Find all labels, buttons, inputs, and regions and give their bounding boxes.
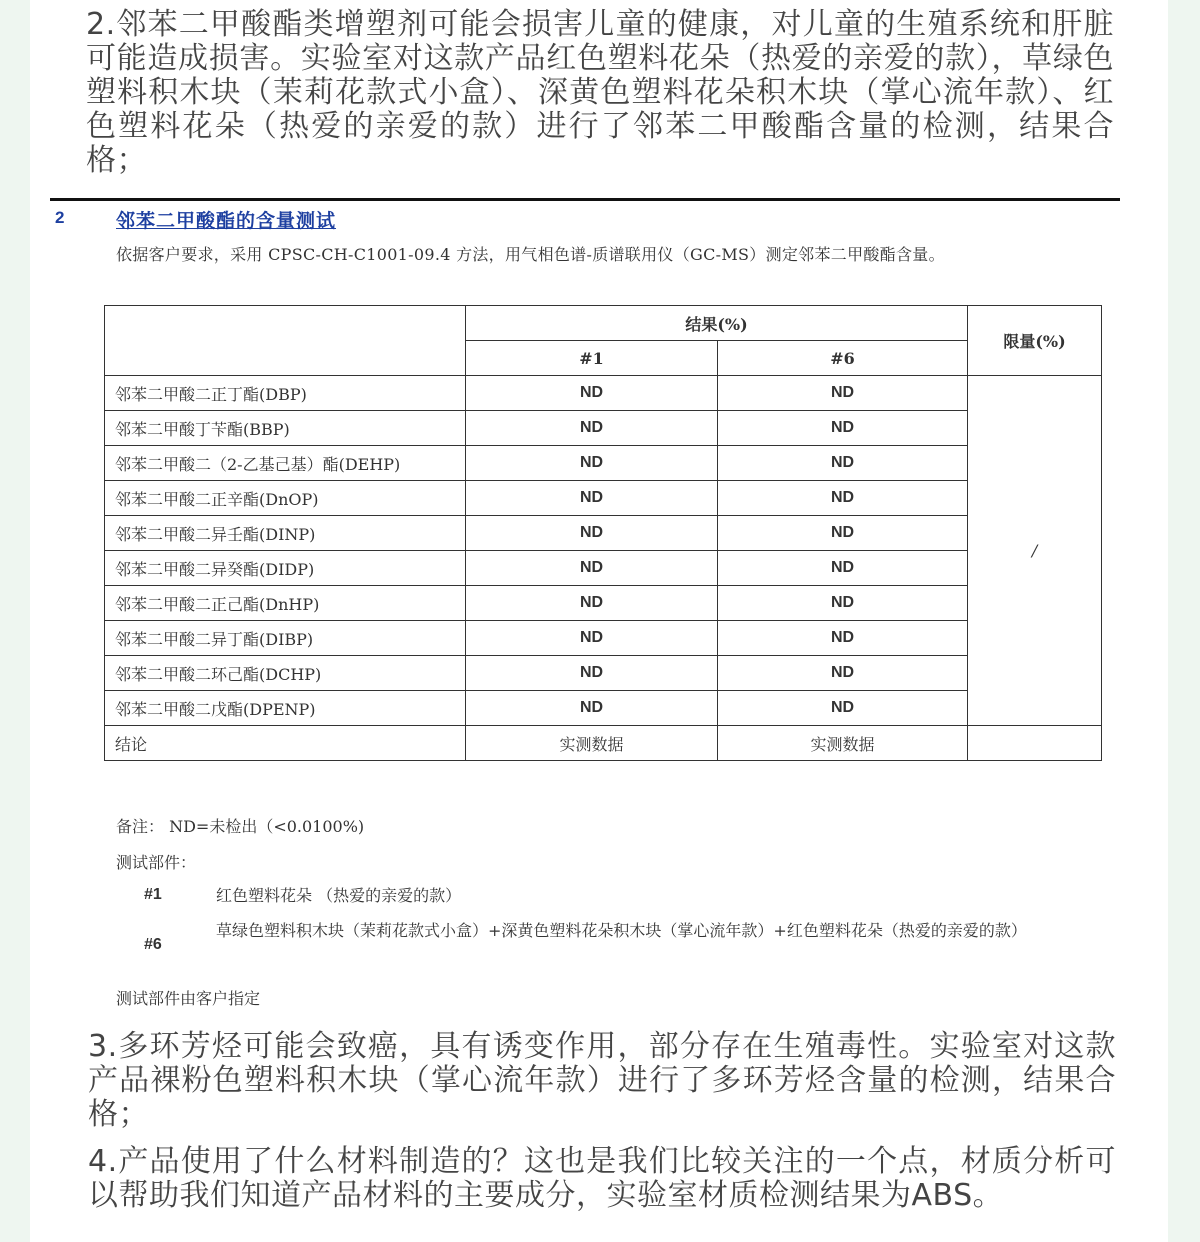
table-header-row [105, 306, 1102, 341]
table-row [105, 691, 1102, 726]
substance-name: 邻苯二甲酸二环己酯(DCHP) [105, 656, 466, 691]
result-sample-6: ND [718, 656, 968, 691]
paragraph-phthalate-intro: 2.邻苯二甲酸酯类增塑剂可能会损害儿童的健康，对儿童的生殖系统和肝脏可能造成损害。实验室对这款产品红色塑料花朵（热爱的亲爱的款），草绿色塑料积木块（茉莉花款式小盒）、深黄色塑料花朵积木块（掌心流年款）、红色塑料花朵（热爱的亲爱的款）进行了邻苯二甲酸酯含量的检测，结果合格； [86, 7, 1114, 178]
result-sample-1: ND [466, 586, 718, 621]
part-1-description: 红色塑料花朵 （热爱的亲爱的款） [216, 886, 462, 905]
result-sample-6: ND [718, 446, 968, 481]
substance-name: 邻苯二甲酸二异癸酯(DIDP) [105, 551, 466, 586]
result-sample-6: ND [718, 481, 968, 516]
result-sample-1: ND [466, 446, 718, 481]
page [30, 0, 1168, 1242]
part-6-tag: #6 [144, 936, 162, 953]
result-sample-1: ND [466, 691, 718, 726]
conclusion-sample-1: 实测数据 [466, 726, 718, 761]
report-top-rule [50, 198, 1120, 201]
test-report-excerpt [50, 198, 1120, 1018]
substance-name: 邻苯二甲酸二正丁酯(DBP) [105, 376, 466, 411]
limit-value: / [968, 376, 1102, 726]
substance-name: 邻苯二甲酸二正己酯(DnHP) [105, 586, 466, 621]
table-row [105, 586, 1102, 621]
substance-name: 邻苯二甲酸二正辛酯(DnOP) [105, 481, 466, 516]
table-row [105, 446, 1102, 481]
result-sample-1: ND [466, 516, 718, 551]
substance-name: 邻苯二甲酸二异丁酯(DIBP) [105, 621, 466, 656]
table-row [105, 516, 1102, 551]
result-sample-1: ND [466, 481, 718, 516]
result-sample-1: ND [466, 656, 718, 691]
result-sample-6: ND [718, 586, 968, 621]
result-sample-6: ND [718, 376, 968, 411]
section-title: 邻苯二甲酸酯的含量测试 [116, 210, 337, 232]
results-table [104, 305, 1102, 761]
result-sample-6: ND [718, 411, 968, 446]
conclusion-limit-empty [968, 726, 1102, 761]
conclusion-row [105, 726, 1102, 761]
table-row [105, 481, 1102, 516]
result-sample-6: ND [718, 516, 968, 551]
parts-specified-note: 测试部件由客户指定 [116, 989, 261, 1008]
header-limit: 限量(%) [968, 306, 1102, 376]
table-row [105, 621, 1102, 656]
conclusion-label: 结论 [105, 726, 466, 761]
result-sample-1: ND [466, 551, 718, 586]
paragraph-pah: 3.多环芳烃可能会致癌，具有诱变作用，部分存在生殖毒性。实验室对这款产品裸粉色塑料积木块（掌心流年款）进行了多环芳烃含量的检测，结果合格； [88, 1029, 1116, 1132]
table-row [105, 656, 1102, 691]
header-sample-6: #6 [718, 341, 968, 376]
result-sample-1: ND [466, 376, 718, 411]
table-row [105, 411, 1102, 446]
substance-name: 邻苯二甲酸二（2-乙基己基）酯(DEHP) [105, 446, 466, 481]
part-6-description: 草绿色塑料积木块（茉莉花款式小盒）+深黄色塑料花朵积木块（掌心流年款）+红色塑料花朵（热爱的亲爱的款） [216, 921, 1027, 940]
result-sample-6: ND [718, 691, 968, 726]
header-sample-1: #1 [466, 341, 718, 376]
substance-name: 邻苯二甲酸二戊酯(DPENP) [105, 691, 466, 726]
table-row [105, 376, 1102, 411]
part-1-tag: #1 [144, 886, 162, 903]
result-sample-6: ND [718, 621, 968, 656]
result-sample-1: ND [466, 411, 718, 446]
section-number: 2 [55, 208, 65, 227]
result-sample-1: ND [466, 621, 718, 656]
test-parts-label: 测试部件： [116, 853, 197, 872]
method-description: 依据客户要求，采用 CPSC-CH-C1001-09.4 方法，用气相色谱-质谱联用仪（GC-MS）测定邻苯二甲酸酯含量。 [116, 245, 945, 264]
header-result: 结果(%) [466, 306, 968, 341]
remark-nd: 备注： ND=未检出（<0.0100%) [116, 817, 365, 836]
substance-name: 邻苯二甲酸二异壬酯(DINP) [105, 516, 466, 551]
paragraph-material: 4.产品使用了什么材料制造的？这也是我们比较关注的一个点，材质分析可以帮助我们知道产品材料的主要成分，实验室材质检测结果为ABS。 [88, 1144, 1116, 1213]
table-row [105, 551, 1102, 586]
result-sample-6: ND [718, 551, 968, 586]
header-empty-cell [105, 306, 466, 376]
conclusion-sample-6: 实测数据 [718, 726, 968, 761]
substance-name: 邻苯二甲酸丁苄酯(BBP) [105, 411, 466, 446]
